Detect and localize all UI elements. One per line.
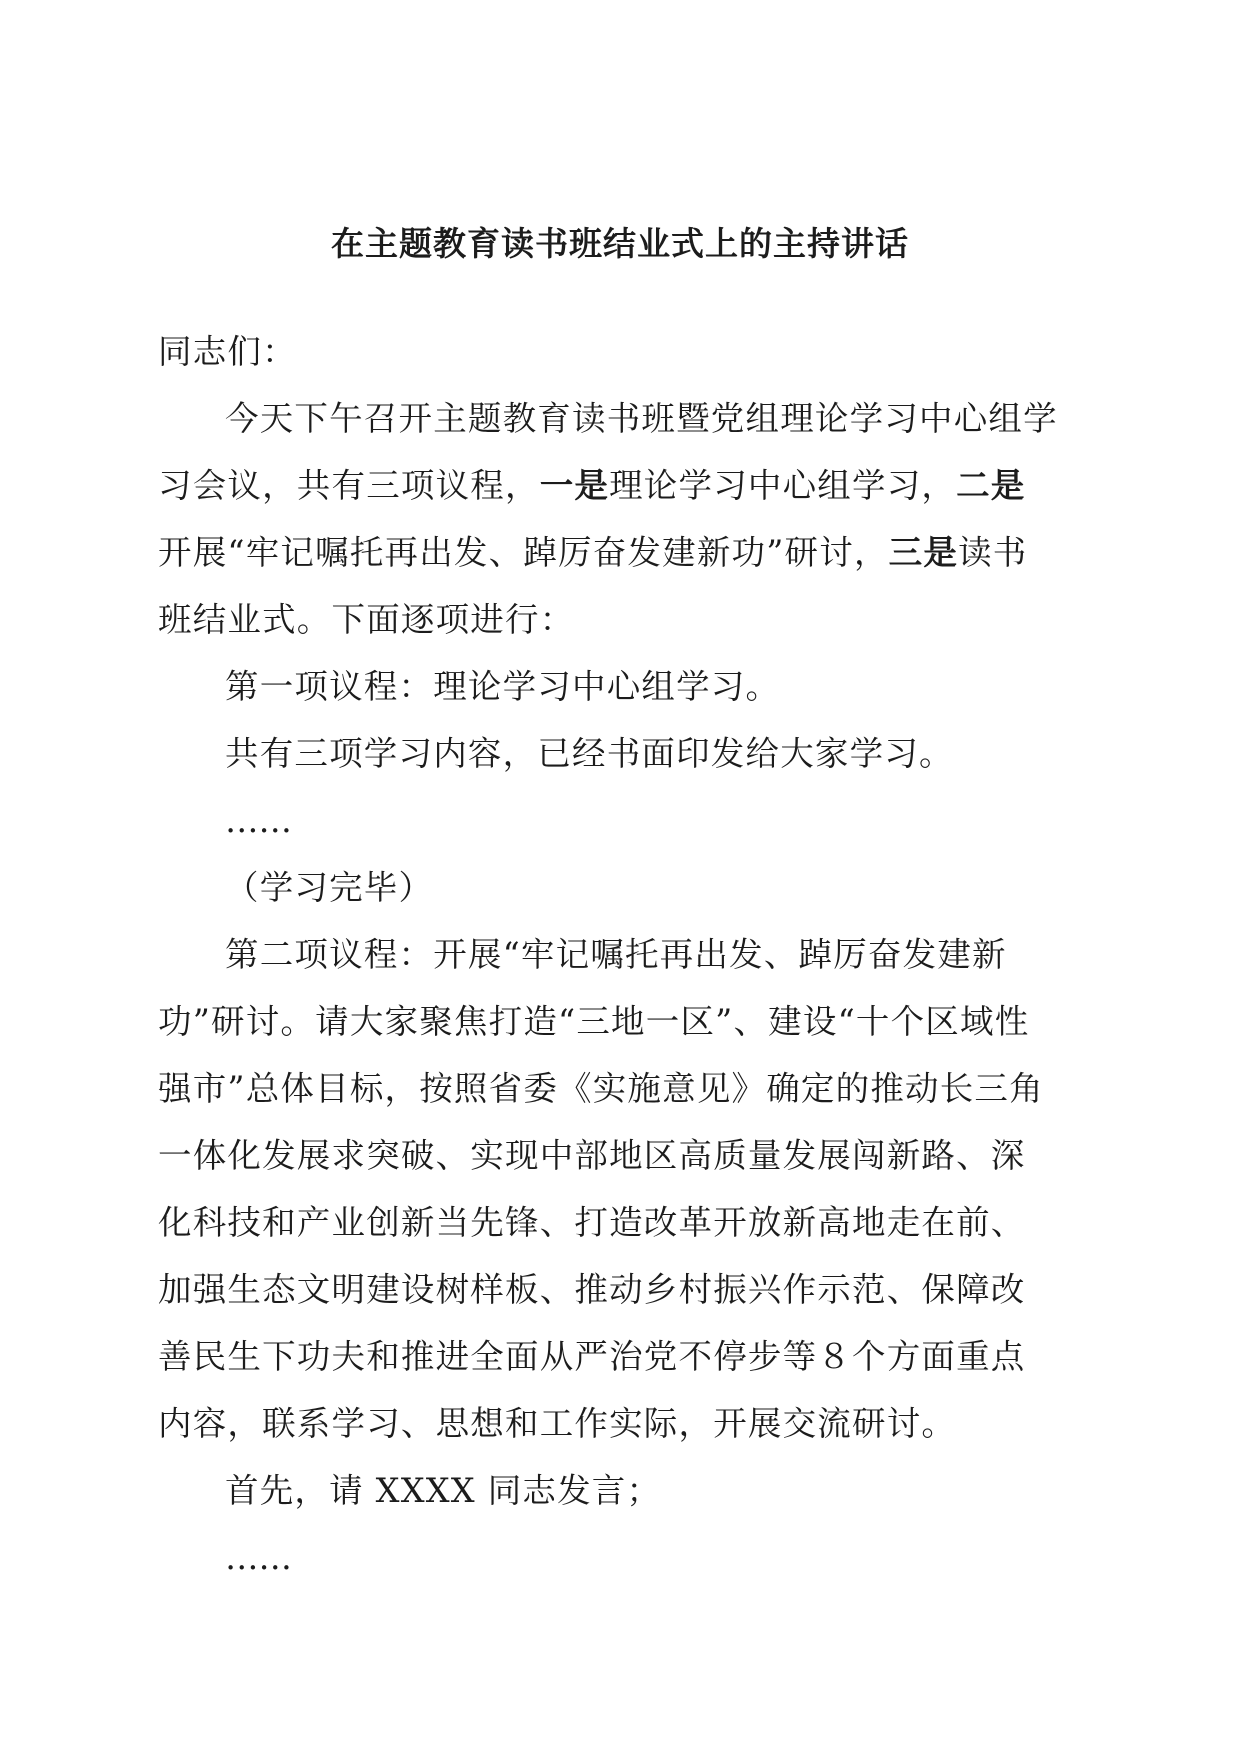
salutation: 同志们： <box>158 332 297 371</box>
ellipsis: …… <box>225 1538 292 1577</box>
document-title: 在主题教育读书班结业式上的主持讲话 <box>331 224 909 263</box>
agenda-item-1: 第一项议程：理论学习中心组学习。 <box>225 667 781 706</box>
intro-text-4: 读书班结业式。下面逐项进行： <box>158 533 1028 639</box>
intro-text-2: 理论学习中心组学习， <box>609 466 957 505</box>
first-speaker-line: 首先，请 XXXX 同志发言； <box>225 1471 662 1510</box>
ellipsis: …… <box>225 801 292 840</box>
study-complete-note: （学习完毕） <box>225 868 434 907</box>
agenda-item-1-content: 共有三项学习内容，已经书面印发给大家学习。 <box>225 734 954 773</box>
intro-text-3: 开展“牢记嘱托再出发、踔厉奋发建新功”研讨， <box>158 533 889 572</box>
intro-paragraph <box>158 385 1058 653</box>
intro-bold-1: 一是 <box>539 466 610 505</box>
intro-bold-2: 二是 <box>956 466 1026 505</box>
agenda-item-2: 第二项议程：开展“牢记嘱托再出发、踔厉奋发建新功”研讨。请大家聚焦打造“三地一区”、建设“十个区域性强市”总体目标，按照省委《实施意见》确定的推动长三角一体化发展求突破、实现中部地区高质量发展闯新路、深化科技和产业创新当先锋、打造改革开放新高地走在前、加强生态文明建设树样板、推动乡村振兴作示范、保障改善民生下功夫和推进全面从严治党不停步等８个方面重点内容，联系学习、思想和工作实际，开展交流研讨。 <box>158 935 1044 1443</box>
document-body <box>158 318 1058 1591</box>
intro-text-1: 今天下午召开主题教育读书班暨党组理论学习中心组学习会议，共有三项议程， <box>158 399 1058 505</box>
intro-bold-3: 三是 <box>888 533 959 572</box>
